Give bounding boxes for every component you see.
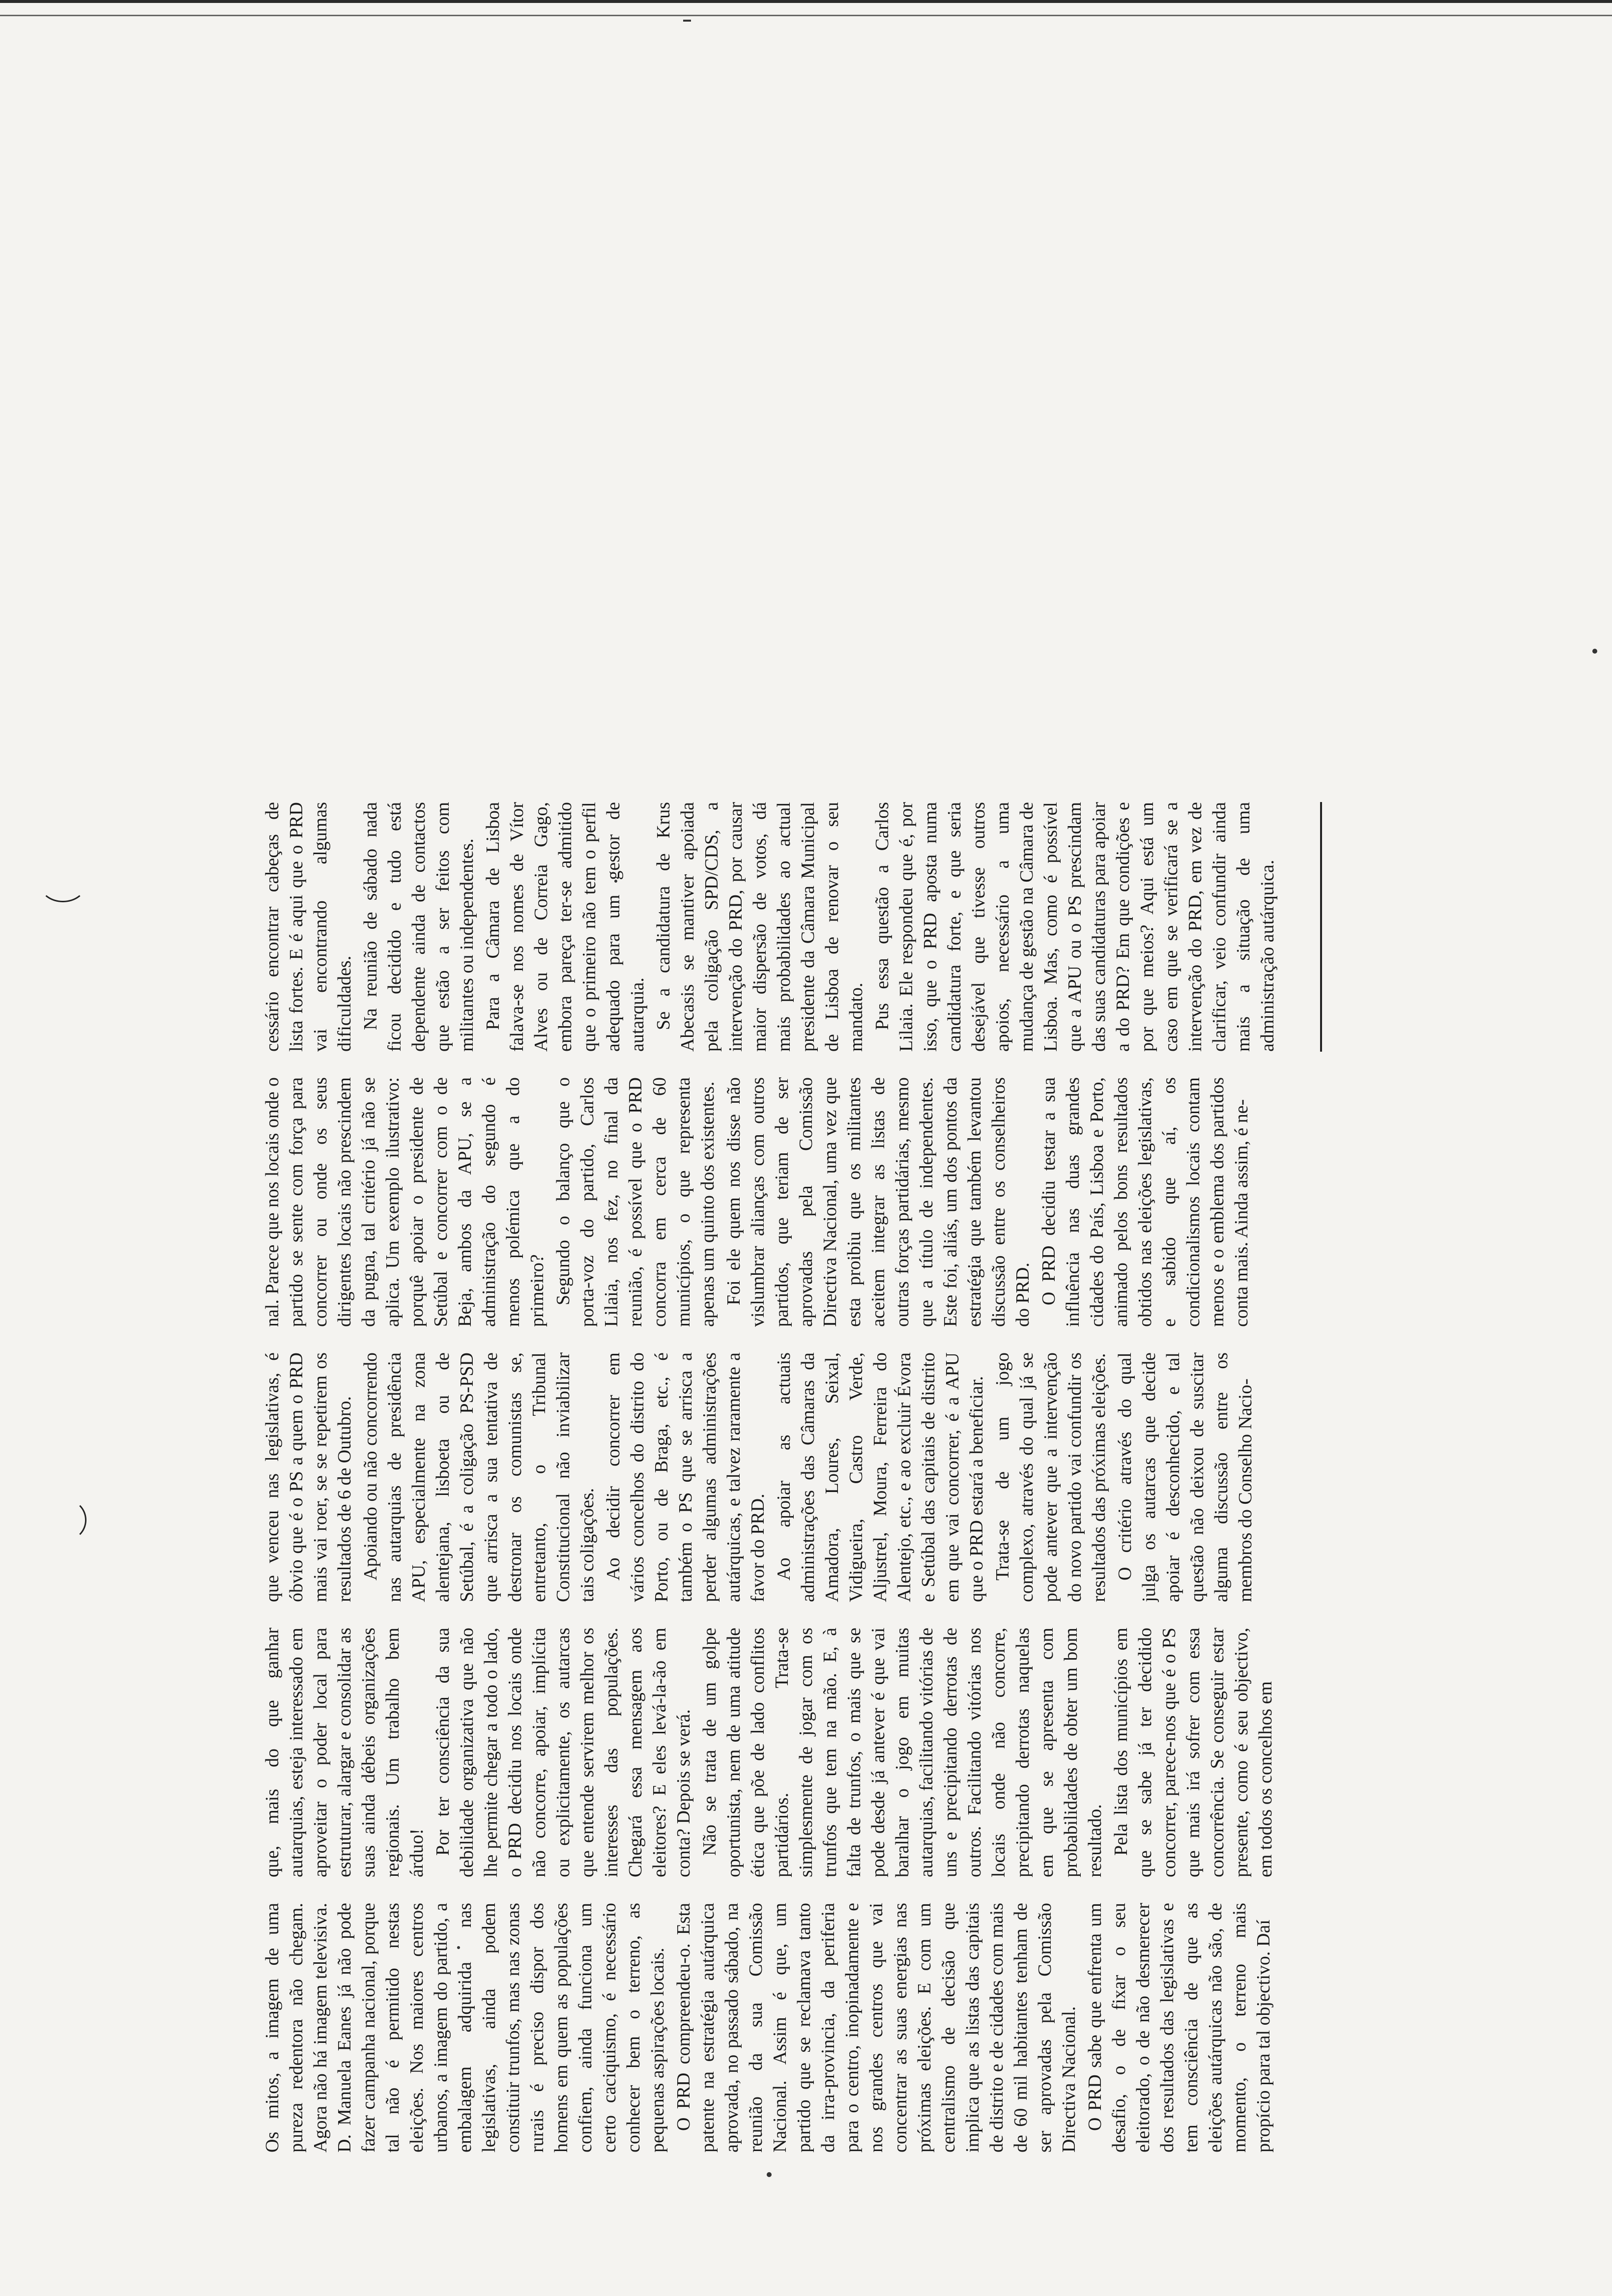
article-column-3 bbox=[260, 1352, 1352, 1602]
paragraph: Pela lista dos municípios em que se sabe já ter decidido concorrer, parece-nos que é o PS que mais irá sofrer com essa concorrência. Se conseguir estar presente, como é seu objectivo, em todos os concelhos em bbox=[1111, 1628, 1276, 1877]
paragraph: Se a candidatura de Krus Abecasis se mantiver apoiada pela coligação SPD/CDS, a intervenção do PRD, por causar maior dispersão de votos, dá mais probabilidades ao actual presidente da Câmara Municipal de Lisboa de renovar o seu mandato. bbox=[653, 802, 866, 1052]
scan-edge-line bbox=[0, 15, 1612, 16]
paragraph: Não se trata de um golpe oportunista, nem de uma atitude ética que põe de lado conflitos partidários. Trata-se simplesmente de jogar com os trunfos que tem na mão. E, à falta de trunfos, o mais que se pode desde já antever é que vai baralhar o jogo em muitas autarquias, facilitando vitórias de uns e precipitando derrotas de outros. Facilitando vitórias nos locais onde não concorre, precipitando derrotas naquelas em que se apresenta com probabilidades de obter um bom resultado. bbox=[699, 1628, 1105, 1877]
scan-edge-top bbox=[0, 0, 1612, 3]
paragraph: Por ter consciência da sua debilidade organizativa que não lhe permite chegar a todo o lado, o PRD decidiu nos locais onde não concorre, apoiar, implícita ou explicitamente, os autarcas que entende servirem melhor os interesses das populações. Chegará essa mensagem aos eleitores? E eles levá-la-ão em conta? Depois se verá. bbox=[432, 1628, 694, 1877]
column-end-rule bbox=[1320, 802, 1322, 1052]
article-column-1 bbox=[260, 1903, 1352, 2152]
paragraph: cessário encontrar cabeças de lista fortes. E é aqui que o PRD vai encontrando algumas dificuldades. bbox=[262, 802, 355, 1052]
speck bbox=[767, 2172, 772, 2177]
article-column-4 bbox=[260, 1077, 1352, 1327]
paragraph: Na reunião de sábado nada ficou decidido e tudo está dependente ainda de contactos que estão a ser feitos com militantes ou independentes. bbox=[360, 802, 477, 1052]
scan-dash-mark bbox=[683, 20, 691, 22]
paragraph: Apoiando ou não concorrendo nas autarquias de presidência APU, especialmente na zona alentejana, lisboeta ou de Setúbal, é a coligação PS-PSD que arrisca a sua tentativa de destronar os comunistas se, entretanto, o Tribunal Constitucional não inviabilizar tais coligações. bbox=[360, 1352, 598, 1602]
paragraph: Os mitos, a imagem de uma pureza redentora não chegam. Agora não há imagem televisiva. D. Manuela Eanes já não pode fazer campanha nacional, porque tal não é permitido nestas eleições. Nos maiores centros urbanos, a imagem do partido, a embalagem adquirida nas legislativas, ainda podem constituir trunfos, mas nas zonas rurais é preciso dispor dos homens em quem as populações confiem, ainda funciona um certo caciquismo, é necessário conhecer bem o terreno, as pequenas aspirações locais. bbox=[262, 1903, 668, 2152]
paragraph: O critério através do qual julga os autarcas que decide apoiar é desconhecido, e tal questão não deixou de suscitar alguma discussão entre os membros do Conselho Nacio- bbox=[1115, 1352, 1256, 1602]
article-column-5 bbox=[260, 802, 1352, 1052]
article-column-2 bbox=[260, 1628, 1352, 1877]
binder-hole-mark bbox=[44, 1499, 86, 1541]
speck bbox=[1592, 649, 1597, 654]
paragraph: Para a Câmara de Lisboa falava-se nos nomes de Vítor Alves ou de Correia Gago, embora pareça ter-se admitido que o primeiro não tem o perfil adequado para um gestor de autarquia. bbox=[483, 802, 648, 1052]
paragraph: O PRD sabe que enfrenta um desafio, o de fixar o seu eleitorado, o de não desmerecer dos resultados das legislativas e tem consciência de que as eleições autárquicas não são, de momento, o terreno mais propício para tal objectivo. Daí bbox=[1085, 1903, 1274, 2152]
paragraph: que, mais do que ganhar autarquias, esteja interessado em aproveitar o poder local para estruturar, alargar e consolidar as suas ainda débeis organizações regionais. Um trabalho bem árduo! bbox=[262, 1628, 427, 1877]
paragraph: Pus essa questão a Carlos Lilaia. Ele respondeu que é, por isso, que o PRD aposta numa candidatura forte, e que seria desejável que tivesse outros apoios, necessário a uma mudança de gestão na Câmara de Lisboa. Mas, como é possível que a APU ou o PS prescindam das suas candidaturas para apoiar a do PRD? Em que condições e por que meios? Aqui está um caso em que se verificará se a intervenção do PRD, em vez de clarificar, veio confundir ainda mais a situação de uma administração autárquica. bbox=[872, 802, 1278, 1052]
paragraph: Ao apoiar as actuais administrações das Câmaras da Amadora, Loures, Seixal, Vidigueira, Castro Verde, Aljustrel, Moura, Ferreira do Alentejo, etc., e ao excluir Évora e Setúbal das capitais de distrito em que vai concorrer, é a APU que o PRD estará a beneficiar. bbox=[774, 1352, 987, 1602]
paragraph: que venceu nas legislativas, é óbvio que é o PS a quem o PRD mais vai roer, se se repetirem os resultados de 6 de Outubro. bbox=[262, 1352, 355, 1602]
paragraph: O PRD compreendeu-o. Esta patente na estratégia autárquica aprovada, no passado sábado, na reunião da sua Comissão Nacional. Assim é que, um partido que se reclamava tanto da irra-provincia, da periferia para o centro, inopinadamente e nos grandes centros que vai concentrar as suas energias nas próximas eleições. E com um centralismo de decisão que implica que as listas das capitais de distrito e de cidades com mais de 60 mil habitantes tenham de ser aprovadas pela Comissão Directiva Nacional. bbox=[673, 1903, 1079, 2152]
paragraph: Segundo o balanço que o porta-voz do partido, Carlos Lilaia, nos fez, no final da reunião, é possível que o PRD concorra em cerca de 60 municípios, o que representa apenas um quinto dos existentes. bbox=[553, 1077, 718, 1327]
paragraph: Foi ele quem nos disse não vislumbrar alianças com outros partidos, que teriam de ser aprovadas pela Comissão Directiva Nacional, uma vez que esta proibiu que os militantes aceitem integrar as listas de outras forças partidárias, mesmo que a título de independentes. Este foi, aliás, um dos pontos da estratégia que também levantou discussão entre os conselheiros do PRD. bbox=[723, 1077, 1033, 1327]
paragraph: O PRD decidiu testar a sua influência nas duas grandes cidades do País, Lisboa e Porto, animado pelos bons resultados obtidos nas eleições legislativas, e sabido que aí, os condicionalismos locais contam menos e o emblema dos partidos conta mais. Ainda assim, é ne- bbox=[1038, 1077, 1252, 1327]
paragraph: nal. Parece que nos locais onde o partido se sente com força para concorrer ou onde os seus dirigentes locais não prescindem da pugna, tal critério já não se aplica. Um exemplo ilustrativo: porquê apoiar o presidente de Setúbal e concorrer com o de Beja, ambos da APU, se a administração do segundo é menos polémica que a do primeiro? bbox=[262, 1077, 547, 1327]
paragraph: Ao decidir concorrer em vários concelhos do distrito do Porto, ou de Braga, etc., é também o PS que se arrisca a perder algumas administrações autárquicas, e talvez raramente a favor do PRD. bbox=[603, 1352, 768, 1602]
newspaper-article bbox=[260, 147, 1352, 2152]
binder-hole-mark bbox=[39, 865, 86, 902]
paragraph: Trata-se de um jogo complexo, através do qual já se pode antever que a intervenção do novo partido vai confundir os resultados das próximas eleições. bbox=[992, 1352, 1109, 1602]
